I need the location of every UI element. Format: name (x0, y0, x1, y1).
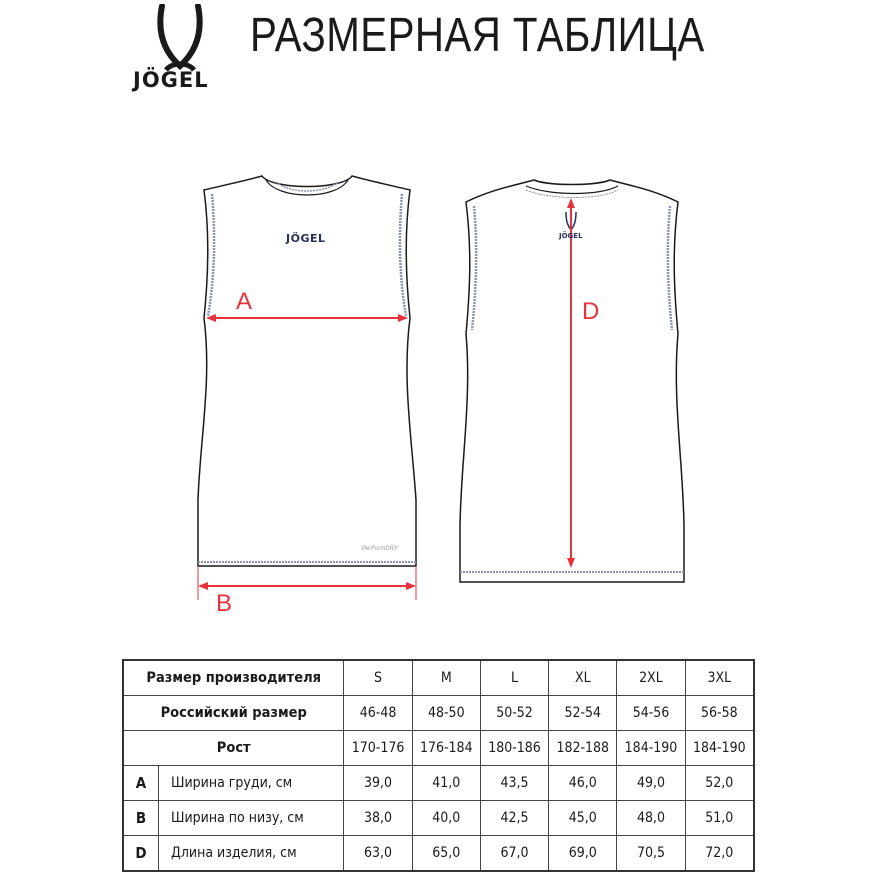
table-cell: 52-54 (549, 696, 617, 731)
table-cell: 63,0 (344, 836, 412, 872)
table-cell: 46-48 (344, 696, 412, 731)
table-cell: 39,0 (344, 766, 412, 801)
size-table (122, 659, 755, 872)
table-cell: 2XL (617, 660, 685, 696)
dimension-label-a: A (236, 288, 253, 315)
table-cell: 180-186 (480, 731, 548, 766)
table-row-height (123, 731, 754, 766)
table-cell: 52,0 (685, 766, 754, 801)
table-cell: 38,0 (344, 801, 412, 836)
measure-letter: A (123, 766, 159, 801)
table-row-length (123, 836, 754, 872)
table-cell: 67,0 (480, 836, 548, 872)
table-cell: L (480, 660, 548, 696)
table-cell: 50-52 (480, 696, 548, 731)
front-brand-print: JÖGEL (286, 232, 326, 245)
table-cell: 3XL (685, 660, 754, 696)
measure-letter: B (123, 801, 159, 836)
table-cell: 54-56 (617, 696, 685, 731)
table-row-manufacturer-size (123, 660, 754, 696)
brand-wordmark: JÖGEL (133, 68, 209, 92)
table-cell: 72,0 (685, 836, 754, 872)
dimension-label-d: D (582, 298, 600, 325)
row-header: Российский размер (123, 696, 344, 731)
table-cell: XL (549, 660, 617, 696)
table-cell: 40,0 (412, 801, 480, 836)
table-cell: 42,5 (480, 801, 548, 836)
back-brand-print: JÖGEL (559, 232, 583, 240)
table-cell: 184-190 (617, 731, 685, 766)
table-cell: 69,0 (549, 836, 617, 872)
row-header: Размер производителя (123, 660, 344, 696)
page-title: РАЗМЕРНАЯ ТАБЛИЦА (250, 9, 705, 62)
table-cell: 56-58 (685, 696, 754, 731)
table-cell: 45,0 (549, 801, 617, 836)
measure-label: Ширина по низу, см (159, 801, 344, 836)
table-cell: 65,0 (412, 836, 480, 872)
measure-label: Ширина груди, см (159, 766, 344, 801)
fabric-label: PerFormDRY (362, 546, 398, 552)
table-cell: 46,0 (549, 766, 617, 801)
table-cell: 48-50 (412, 696, 480, 731)
table-cell: M (412, 660, 480, 696)
table-cell: 41,0 (412, 766, 480, 801)
table-cell: 48,0 (617, 801, 685, 836)
table-row-russian-size (123, 696, 754, 731)
table-row-chest-width (123, 766, 754, 801)
table-cell: 184-190 (685, 731, 754, 766)
table-cell: 51,0 (685, 801, 754, 836)
table-cell: 70,5 (617, 836, 685, 872)
table-cell: 182-188 (549, 731, 617, 766)
dimension-label-b: B (216, 590, 233, 617)
table-cell: 43,5 (480, 766, 548, 801)
table-cell: 49,0 (617, 766, 685, 801)
back-view (460, 180, 684, 582)
table-cell: S (344, 660, 412, 696)
table-cell: 176-184 (412, 731, 480, 766)
measure-letter: D (123, 836, 159, 872)
table-row-hem-width (123, 801, 754, 836)
table-cell: 170-176 (344, 731, 412, 766)
measure-label: Длина изделия, см (159, 836, 344, 872)
row-header: Рост (123, 731, 344, 766)
